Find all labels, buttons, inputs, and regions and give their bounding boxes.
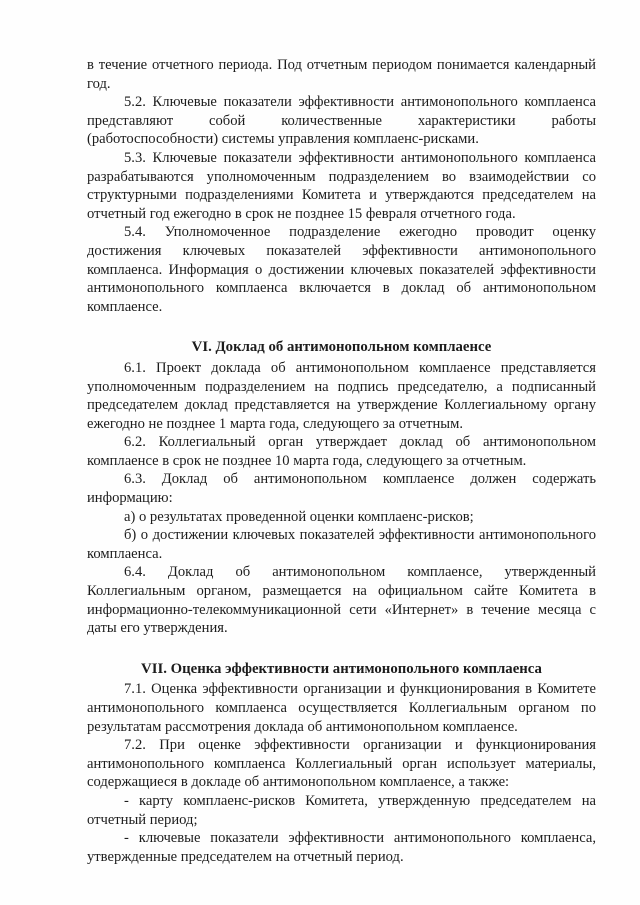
list-item-a: а) о результатах проведенной оценки комплаенс-рисков;	[124, 508, 474, 525]
paragraph-6-3: 6.3. Доклад об антимонопольном комплаенсе должен содержать информацию:	[87, 471, 596, 507]
section-7-heading: VII. Оценка эффективности антимонопольного комплаенса	[141, 660, 542, 677]
section-6-heading: VI. Доклад об антимонопольном комплаенсе	[191, 339, 492, 356]
paragraph-6-1: 6.1. Проект доклада об антимонопольном комплаенсе представляется уполномоченным подразделением на подпись председателю, а подписанный председателем доклад представляется на утверждение Коллегиальному органу ежегодно не позднее 1 марта года, следующего за отчетным.	[87, 359, 596, 432]
list-item-kpi: - ключевые показатели эффективности антимонопольного комплаенса, утвержденные председателем на отчетный период.	[87, 830, 596, 865]
paragraph-6-2: 6.2. Коллегиальный орган утверждает доклад об антимонопольном комплаенсе в срок не позднее 10 марта года, следующего за отчетным.	[87, 434, 596, 469]
paragraph-6-4: 6.4. Доклад об антимонопольном комплаенсе, утвержденный Коллегиальным органом, размещается на официальном сайте Комитета в информационно-телекоммуникационной сети «Интернет» в течение месяца с даты его утверждения.	[87, 564, 596, 637]
paragraph-7-2: 7.2. При оценке эффективности организации и функционирования антимонопольного комплаенса Коллегиальный орган использует материалы, содержащиеся в докладе об антимонопольном комплаенсе, а также:	[87, 737, 596, 791]
section-spacer	[87, 638, 596, 660]
list-item-b: б) о достижении ключевых показателей эффективности антимонопольного комплаенса.	[87, 527, 596, 562]
list-item-risk-map: - карту комплаенс-рисков Комитета, утвержденную председателем на отчетный период;	[87, 792, 596, 828]
paragraph-5-3: 5.3. Ключевые показатели эффективности антимонопольного комплаенса разрабатываются уполномоченным подразделением во взаимодействии со структурными подразделениями Комитета и утверждаются председателем на отчетный год ежегодно в срок не позднее 15 февраля отчетного года.	[87, 149, 596, 222]
paragraph-5-2: 5.2. Ключевые показатели эффективности антимонопольного комплаенса представляют собой количественные характеристики работы (работоспособности) системы управления комплаенс-рисками.	[87, 94, 596, 148]
paragraph-continuation: в течение отчетного периода. Под отчетным периодом понимается календарный год.	[87, 57, 596, 92]
document-body	[87, 56, 596, 866]
paragraph-7-1: 7.1. Оценка эффективности организации и функционирования в Комитете антимонопольного комплаенса осуществляется Коллегиальным органом по результатам рассмотрения доклада об антимонопольном комплаенсе.	[87, 681, 596, 735]
section-spacer	[87, 316, 596, 338]
paragraph-5-4: 5.4. Уполномоченное подразделение ежегодно проводит оценку достижения ключевых показателей эффективности антимонопольного комплаенса. Информация о достижении ключевых показателей эффективности антимонопольного комплаенса включается в доклад об антимонопольном комплаенсе.	[87, 224, 596, 315]
